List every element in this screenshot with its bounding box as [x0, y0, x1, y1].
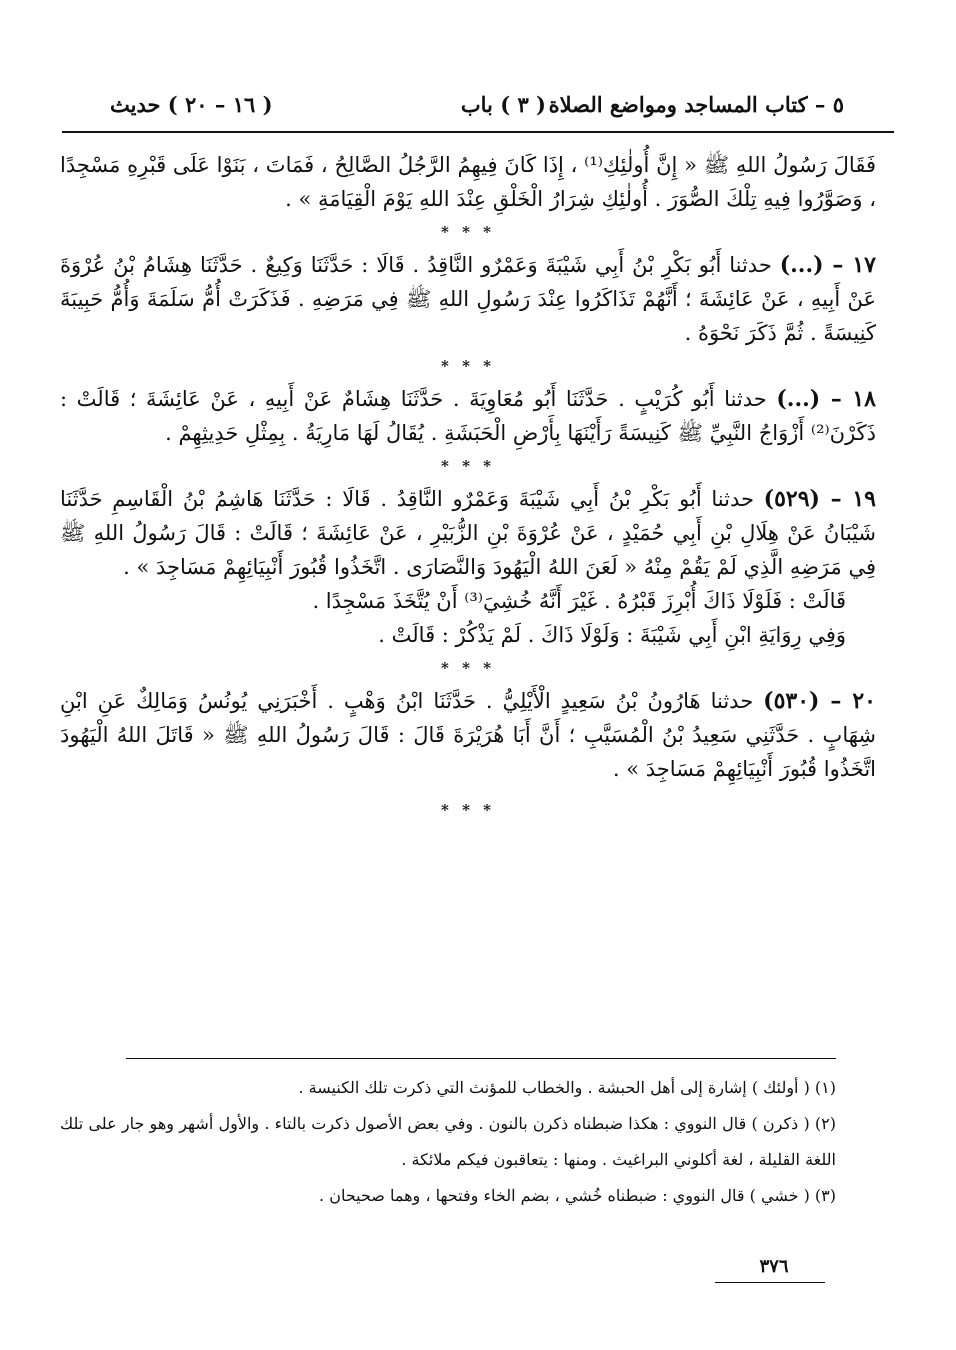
hadith-text: حدثنا أَبُو بَكْرِ بْنُ أَبِي شَيْبَةَ وَعَمْرٌو النَّاقِدُ . قَالَا : حَدَّثَنَا هَاشِمُ بْنُ الْقَاسِمِ حَدَّثَنَا شَيْبَانُ عَنْ هِلَالِ بْنِ أَبِي حُمَيْدٍ ، عَنْ عُرْوَةَ بْنِ الزُّبَيْرِ ، عَنْ عَائِشَةَ ؛ قَالَتْ : قَالَ رَسُولُ اللهِ ﷺ فِي مَرَضِهِ الَّذِي لَمْ يَقُمْ مِنْهُ « لَعَنَ اللهُ الْيَهُودَ وَالنَّصَارَى . اتَّخَذُوا قُبُورَ أَنْبِيَائِهِمْ مَسَاجِدَ » . — [60, 487, 876, 579]
header-divider — [62, 131, 894, 133]
section-separator: * * * — [441, 223, 495, 241]
hadith-number: ١٧ – (...) — [779, 252, 876, 278]
page-number-underline — [715, 1282, 825, 1283]
hadith-18 — [60, 382, 876, 450]
hadith-text: حدثنا أَبُو كُرَيْبٍ . حَدَّثَنَا أَبُو مُعَاوِيَةَ . حَدَّثَنَا هِشَامٌ عَنْ أَبِيهِ ، عَنْ عَائِشَةَ ؛ قَالَتْ : ذَكَرْنَ⁽²⁾ أَزْوَاجُ النَّبِيِّ ﷺ كَنِيسَةً رَأَيْنَهَا بِأَرْضِ الْحَبَشَةِ . يُقَالُ لَهَا مَارِيَةُ . بِمِثْلِ حَدِيثِهِمْ . — [60, 387, 876, 445]
header-book-title: ٥ – كتاب المساجد ومواضع الصلاة — [548, 92, 844, 117]
footnotes — [60, 1070, 836, 1214]
paragraph-text: فَقَالَ رَسُولُ اللهِ ﷺ « إِنَّ أُولٰئِكِ⁽¹⁾ ، إِذَا كَانَ فِيهِمُ الرَّجُلُ الصَّالِحُ ، فَمَاتَ ، بَنَوْا عَلَى قَبْرِهِ مَسْجِدًا ، وَصَوَّرُوا فِيهِ تِلْكَ الصُّوَرَ . أُولٰئِكِ شِرَارُ الْخَلْقِ عِنْدَ اللهِ يَوْمَ الْقِيَامَةِ » . — [60, 153, 876, 211]
footnote-divider — [126, 1058, 836, 1059]
hadith-text: حدثنا هَارُونُ بْنُ سَعِيدٍ الْأَيْلِيُّ . حَدَّثَنَا ابْنُ وَهْبٍ . أَخْبَرَنِي يُونُسُ وَمَالِكٌ عَنِ ابْنِ شِهَابٍ . حَدَّثَنِي سَعِيدُ بْنُ الْمُسَيَّبِ ؛ أَنَّ أَبَا هُرَيْرَةَ قَالَ : قَالَ رَسُولُ اللهِ ﷺ « قَاتَلَ اللهُ الْيَهُودَ اتَّخَذُوا قُبُورَ أَنْبِيَائِهِمْ مَسَاجِدَ » . — [60, 689, 876, 781]
hadith-19-note-1: قَالَتْ : فَلَوْلَا ذَاكَ أُبْرِزَ قَبْرُهُ . غَيْرَ أَنَّهُ خُشِيَ⁽³⁾ أَنْ يُتَّخَذَ مَسْجِدًا . — [312, 589, 846, 613]
running-header — [110, 92, 844, 132]
section-separator: * * * — [441, 357, 495, 375]
hadith-number: ١٨ – (...) — [776, 386, 876, 412]
section-separator: * * * — [441, 659, 495, 677]
footnote-3: (٣) ( خشي ) قال النووي : ضبطناه خُشي ، بضم الخاء وفتحها ، وهما صحيحان . — [319, 1186, 836, 1205]
footnote-1: (١) ( أولئك ) إشارة إلى أهل الحبشة . والخطاب للمؤنث التي ذكرت تلك الكنيسة . — [298, 1078, 836, 1097]
section-separator: * * * — [441, 457, 495, 475]
hadith-text: حدثنا أَبُو بَكْرِ بْنُ أَبِي شَيْبَةَ وَعَمْرٌو النَّاقِدُ . قَالَا : حَدَّثَنَا وَكِيعٌ . حَدَّثَنَا هِشَامُ بْنُ عُرْوَةَ عَنْ أَبِيهِ ، عَنْ عَائِشَةَ ؛ أَنَّهُمْ تَذَاكَرُوا عِنْدَ رَسُولِ اللهِ ﷺ فِي مَرَضِهِ . فَذَكَرَتْ أُمُّ سَلَمَةَ وَأُمُّ حَبِيبَةَ كَنِيسَةً . ثُمَّ ذَكَرَ نَحْوَهُ . — [60, 253, 876, 345]
header-chapter: ( ٣ ) باب — [460, 92, 546, 117]
hadith-20 — [60, 684, 876, 786]
footnote-2: (٢) ( ذكرن ) قال النووي : هكذا ضبطناه ذكرن بالنون . وفي بعض الأصول ذكرت بالتاء . والأول أشهر وهو جار على تلك اللغة القليلة ، لغة أكلوني البراغيث . ومنها : يتعاقبون فيكم ملائكة . — [60, 1114, 836, 1169]
hadith-number: ٢٠ – (٥٣٠) — [763, 688, 876, 714]
hadith-17 — [60, 248, 876, 350]
section-separator: * * * — [441, 801, 495, 819]
header-hadith-range: ( ١٦ – ٢٠ ) حديث — [110, 92, 273, 117]
paragraph-continuation — [60, 148, 876, 216]
main-text — [60, 148, 876, 826]
hadith-19 — [60, 482, 876, 584]
hadith-19-note-2: وَفِي رِوَايَةِ ابْنِ أَبِي شَيْبَةَ : وَلَوْلَا ذَاكَ . لَمْ يَذْكُرْ : قَالَتْ . — [378, 623, 846, 647]
hadith-number: ١٩ – (٥٢٩) — [763, 486, 876, 512]
page-number: ٣٧٦ — [759, 1256, 789, 1277]
